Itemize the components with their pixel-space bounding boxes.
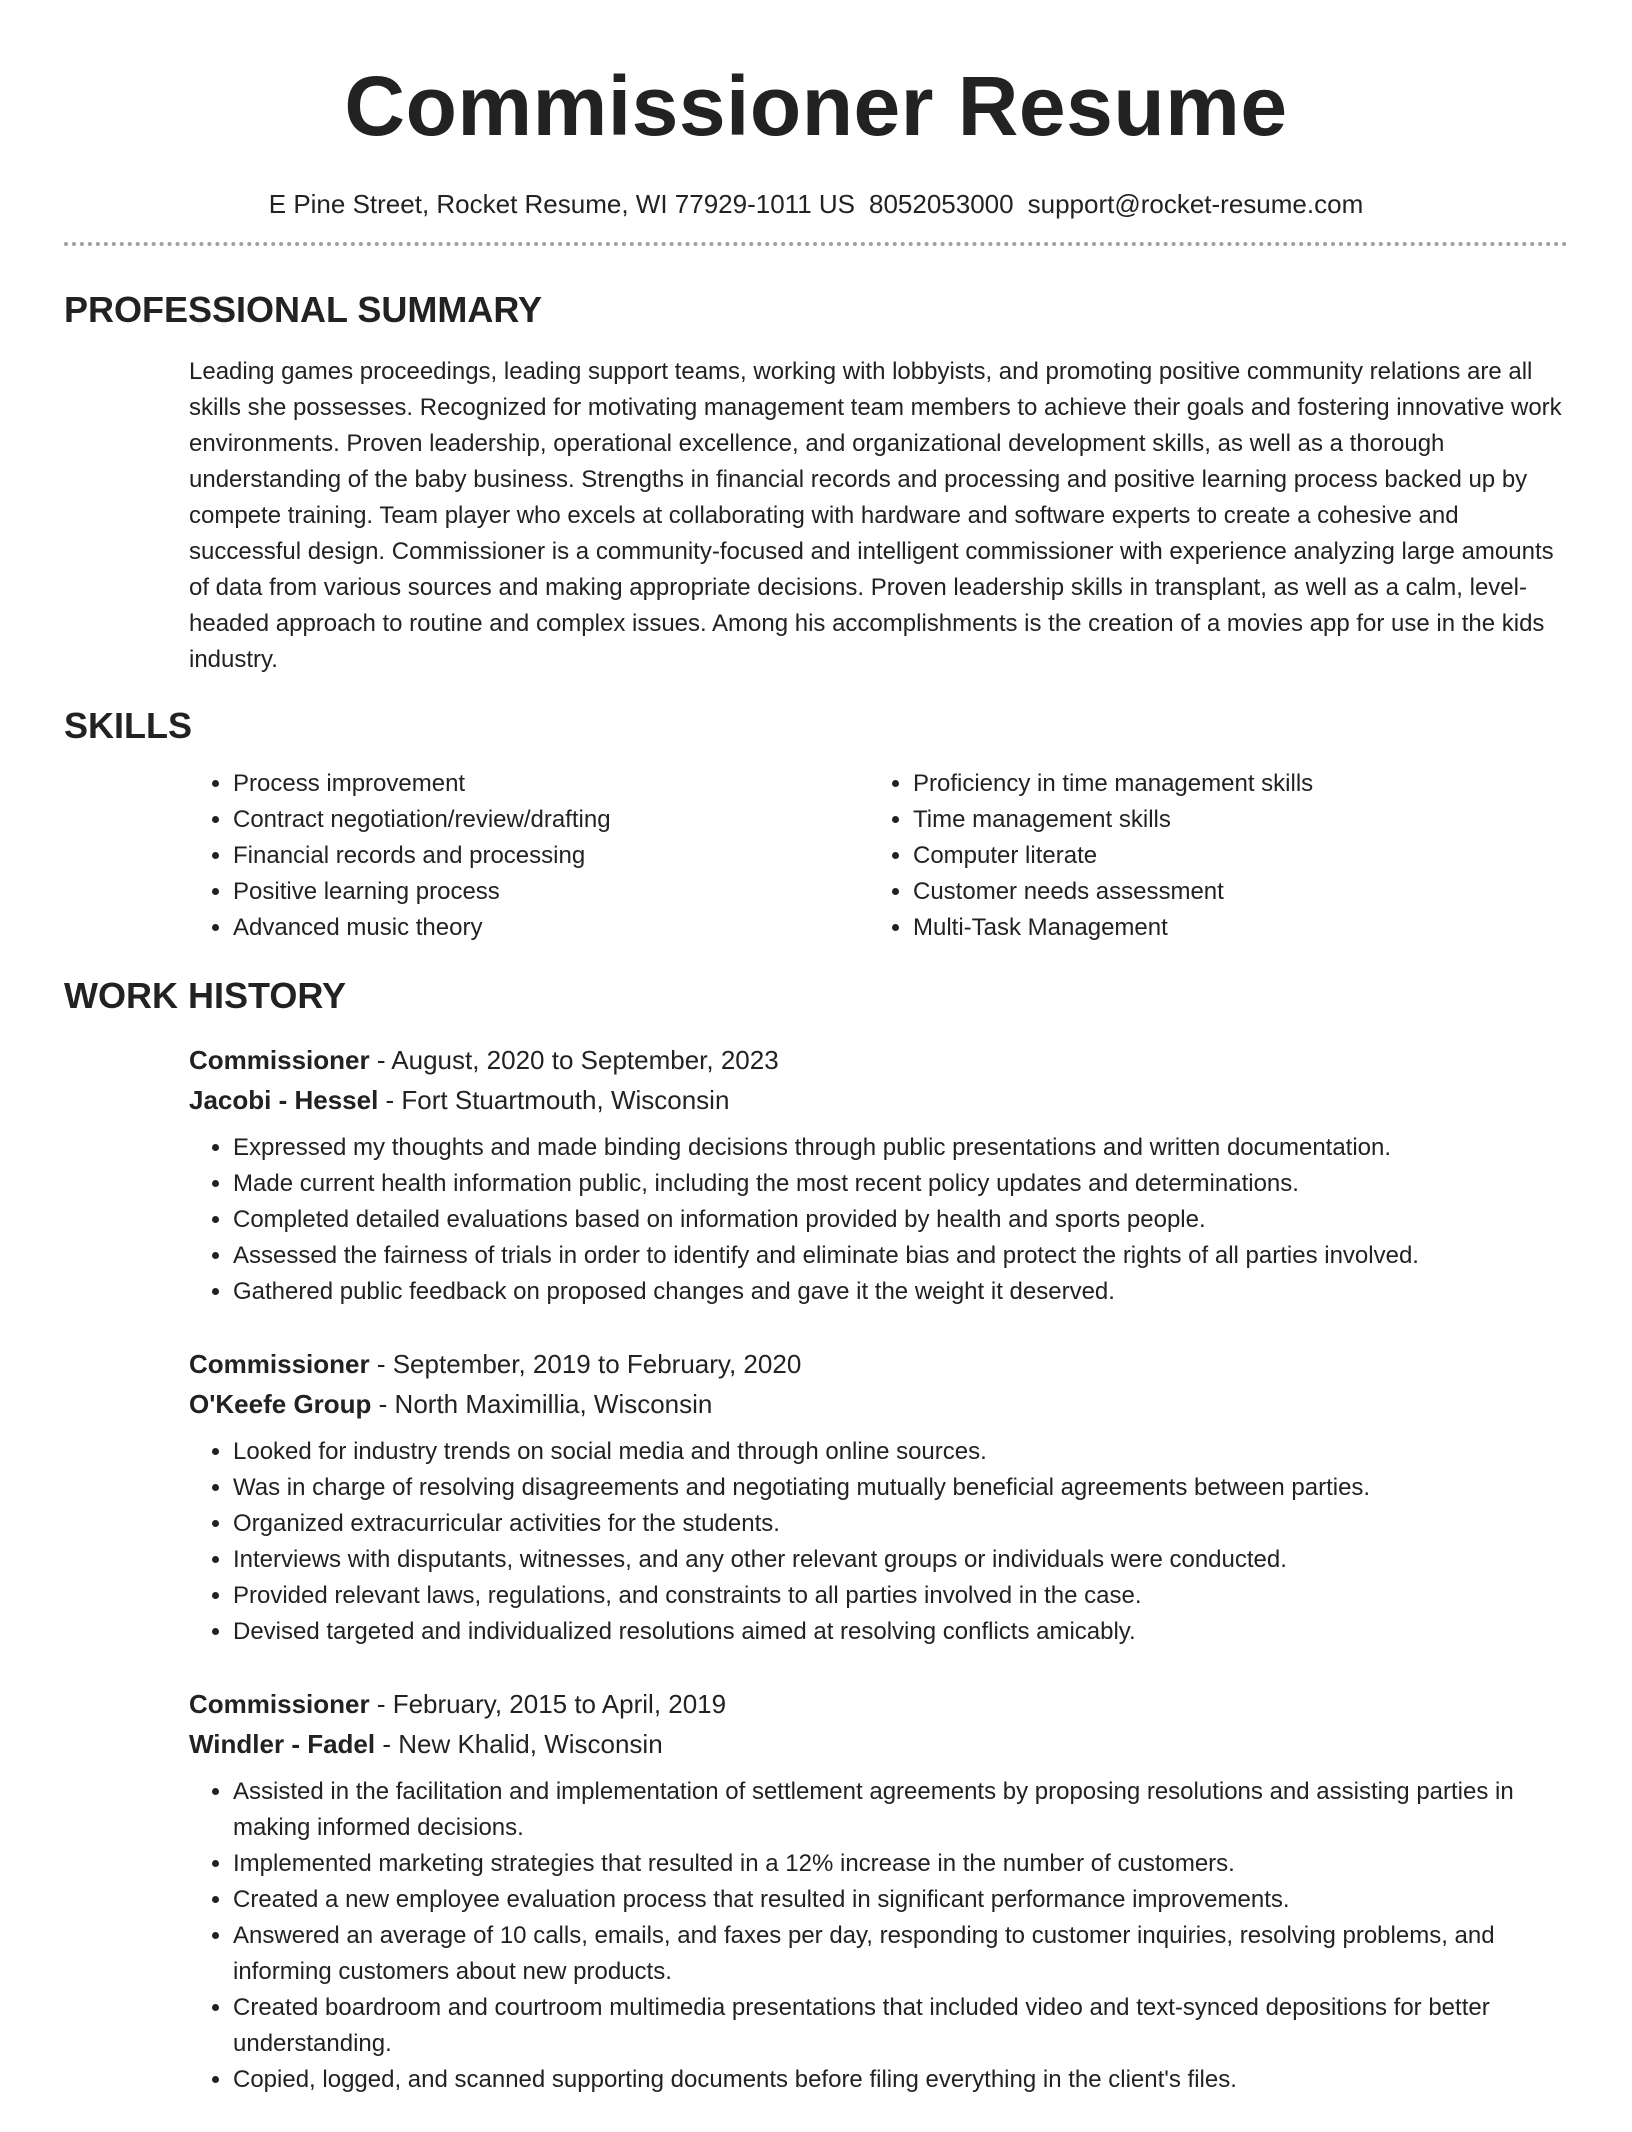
job-bullet: • Answered an average of 10 calls, emails, and faxes per day, responding to customer inquiries, resolving problems, and informing customers about new products.: [233, 1918, 1568, 1990]
job-company-line: [189, 1724, 1568, 1764]
job-company: O'Keefe Group: [189, 1389, 372, 1419]
skills-left-list: [189, 766, 869, 946]
skill-item: • Positive learning process: [233, 874, 869, 910]
job-bullet: • Completed detailed evaluations based on information provided by health and sports people.: [233, 1202, 1568, 1238]
work-history-section: [189, 1040, 1568, 2098]
job-company: Windler - Fadel: [189, 1729, 376, 1759]
job-bullet: • Expressed my thoughts and made binding decisions through public presentations and written documentation.: [233, 1130, 1568, 1166]
skills-right-list: [869, 766, 1549, 946]
job-bullet: • Made current health information public, including the most recent policy updates and determinations.: [233, 1166, 1568, 1202]
job-entry: [189, 1040, 1568, 1310]
job-bullets: [189, 1774, 1568, 2098]
section-title-summary: PROFESSIONAL SUMMARY: [64, 289, 543, 330]
contact-phone: 8052053000: [869, 189, 1014, 219]
job-bullet: • Assisted in the facilitation and implementation of settlement agreements by proposing resolutions and assisting parties in making informed decisions.: [233, 1774, 1568, 1846]
summary-section: [189, 354, 1568, 678]
skill-item: • Customer needs assessment: [913, 874, 1549, 910]
job-entry: [189, 1344, 1568, 1650]
job-entry: [189, 1684, 1568, 2098]
job-dates: - September, 2019 to February, 2020: [369, 1349, 802, 1379]
job-bullet: • Gathered public feedback on proposed changes and gave it the weight it deserved.: [233, 1274, 1568, 1310]
job-bullets: [189, 1130, 1568, 1310]
contact-email[interactable]: support@rocket-resume.com: [1027, 189, 1364, 219]
job-title: Commissioner: [189, 1045, 370, 1075]
summary-text: Leading games proceedings, leading support teams, working with lobbyists, and promoting positive community relations are all skills she possesses. Recognized for motivating management team members to achieve their goals and fostering innovative work environments. Proven leadership, operational excellence, and organizational development skills, as well as a thorough understanding of the baby business. Strengths in financial records and processing and positive learning process backed up by compete training. Team player who excels at collaborating with hardware and software experts to create a cohesive and successful design. Commissioner is a community-focused and intelligent commissioner with experience analyzing large amounts of data from various sources and making appropriate decisions. Proven leadership skills in transplant, as well as a calm, level-headed approach to routine and complex issues. Among his accomplishments is the creation of a movies app for use in the kids industry.: [189, 358, 1562, 673]
job-dates: - August, 2020 to September, 2023: [369, 1045, 779, 1075]
job-title-line: [189, 1684, 1568, 1724]
job-title-line: [189, 1040, 1568, 1080]
job-bullets: [189, 1434, 1568, 1650]
job-bullet: • Created boardroom and courtroom multimedia presentations that included video and text-synced depositions for better understanding.: [233, 1990, 1568, 2062]
job-location: - North Maximillia, Wisconsin: [371, 1389, 713, 1419]
header-divider: [64, 242, 1568, 246]
job-bullet: • Created a new employee evaluation process that resulted in significant performance improvements.: [233, 1882, 1568, 1918]
job-bullet: • Devised targeted and individualized resolutions aimed at resolving conflicts amicably.: [233, 1614, 1568, 1650]
job-bullet: • Assessed the fairness of trials in order to identify and eliminate bias and protect the rights of all parties involved.: [233, 1238, 1568, 1274]
job-dates: - February, 2015 to April, 2019: [369, 1689, 727, 1719]
section-title-work-history: WORK HISTORY: [64, 975, 347, 1016]
skill-item: • Computer literate: [913, 838, 1549, 874]
job-bullet: • Looked for industry trends on social media and through online sources.: [233, 1434, 1568, 1470]
job-bullet: • Copied, logged, and scanned supporting documents before filing everything in the client's files.: [233, 2062, 1568, 2098]
skills-column-right: [869, 766, 1549, 946]
skill-item: • Process improvement: [233, 766, 869, 802]
job-location: - New Khalid, Wisconsin: [375, 1729, 663, 1759]
job-title: Commissioner: [189, 1689, 370, 1719]
skill-item: • Multi-Task Management: [913, 910, 1549, 946]
page-title: Commissioner Resume: [344, 59, 1288, 153]
job-title-line: [189, 1344, 1568, 1384]
skill-item: • Proficiency in time management skills: [913, 766, 1549, 802]
job-bullet: • Was in charge of resolving disagreements and negotiating mutually beneficial agreements between parties.: [233, 1470, 1568, 1506]
job-bullet: • Interviews with disputants, witnesses, and any other relevant groups or individuals were conducted.: [233, 1542, 1568, 1578]
contact-info: [64, 188, 1568, 220]
job-company-line: [189, 1384, 1568, 1424]
skill-item: • Financial records and processing: [233, 838, 869, 874]
skill-item: • Advanced music theory: [233, 910, 869, 946]
skill-item: • Contract negotiation/review/drafting: [233, 802, 869, 838]
job-bullet: • Organized extracurricular activities for the students.: [233, 1506, 1568, 1542]
job-company-line: [189, 1080, 1568, 1120]
job-bullet: • Implemented marketing strategies that resulted in a 12% increase in the number of customers.: [233, 1846, 1568, 1882]
resume-page: [64, 0, 1568, 2132]
job-title: Commissioner: [189, 1349, 370, 1379]
section-title-skills: SKILLS: [64, 705, 193, 746]
skills-column-left: [189, 766, 869, 946]
skills-list: [189, 766, 1568, 946]
skill-item: • Time management skills: [913, 802, 1549, 838]
job-bullet: • Provided relevant laws, regulations, and constraints to all parties involved in the case.: [233, 1578, 1568, 1614]
job-location: - Fort Stuartmouth, Wisconsin: [378, 1085, 730, 1115]
job-company: Jacobi - Hessel: [189, 1085, 379, 1115]
contact-address: E Pine Street, Rocket Resume, WI 77929-1011 US: [268, 189, 855, 219]
